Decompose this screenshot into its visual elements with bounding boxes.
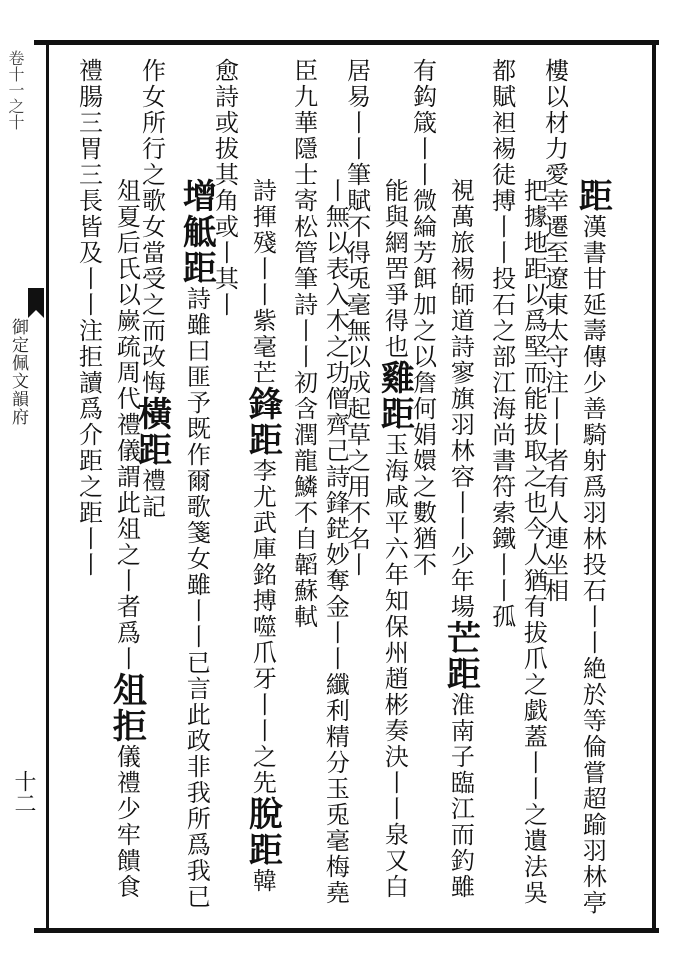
entry-text: 玉海咸平六年知保州趙彬奏決丨丨泉又白居易丨丨筆賦不得兎毫無以成起草之用不名丨	[342, 58, 409, 900]
entry-head: 距	[572, 178, 613, 214]
entry-head: 俎拒	[106, 672, 147, 744]
entry-head: 雞距	[374, 360, 415, 432]
entry-text: 李尤武庫銘搏噬爪牙丨丨之先	[248, 458, 277, 796]
entry-text: 淮南子臨江而釣雖有鈎箴丨丨微綸芳餌加之以詹何娟嬛之數猶不	[408, 58, 475, 900]
entry-text: 丨無以表入木之功僧齊己詩鋒鋩妙奪金丨丨纖利精分玉兎毫梅堯臣九華隱士寄松管筆詩丨丨初含潤龍鱗不自韜蘇軾	[289, 58, 350, 906]
entry-text: 漢書甘延壽傳少善騎射爲羽林投石丨丨絶於等倫嘗超踰羽林亭樓以材力愛幸遷至遼東太守注丨丨者有人連坐相	[540, 58, 607, 916]
top-border	[34, 40, 659, 45]
page-number: 十二	[11, 770, 36, 814]
book-title: 御定佩文韻府	[8, 318, 28, 426]
entry-head: 芒距	[440, 620, 481, 692]
entry-text: 把據地距以爲堅而能拔取之也今人猶有拔爪之戯蓋丨丨之遺法吳都賦袒裼徒搏丨丨投石之部江海尚書符索鐵丨丨孤	[487, 58, 548, 906]
entry-text: 禮記	[137, 468, 166, 520]
entry-text: 儀禮少牢饋食禮腸三胃三長皆及丨丨注拒讀爲介距之距丨丨	[74, 58, 141, 900]
entry-text: 詩揮殘丨丨紫毫芒	[248, 178, 277, 386]
entry-text: 詩雖曰匪予既作爾歌箋女雖丨丨已言此政非我所爲我已作女所行之歌女當受之而改悔	[137, 58, 211, 910]
entry-text: 視萬旅裼師道詩寥旗羽林容丨丨少年場	[446, 178, 475, 620]
text-column-8	[40, 58, 180, 918]
right-border	[652, 40, 656, 933]
bottom-border	[34, 928, 659, 933]
section-head: 增觝距	[176, 178, 217, 286]
entry-text: 俎夏后氏以嶡疏周代禮儀謂此俎之丨者爲丨	[112, 178, 141, 672]
entry-text: 韓愈詩或拔其角或丨其丨	[210, 58, 277, 894]
entry-text: 能與網罟爭得也	[380, 178, 409, 360]
entry-head: 鋒距	[242, 386, 283, 458]
margin-top-fragment: 卷十一之十	[6, 50, 25, 130]
entry-head: 橫距	[131, 396, 172, 468]
entry-head: 脫距	[242, 796, 283, 868]
